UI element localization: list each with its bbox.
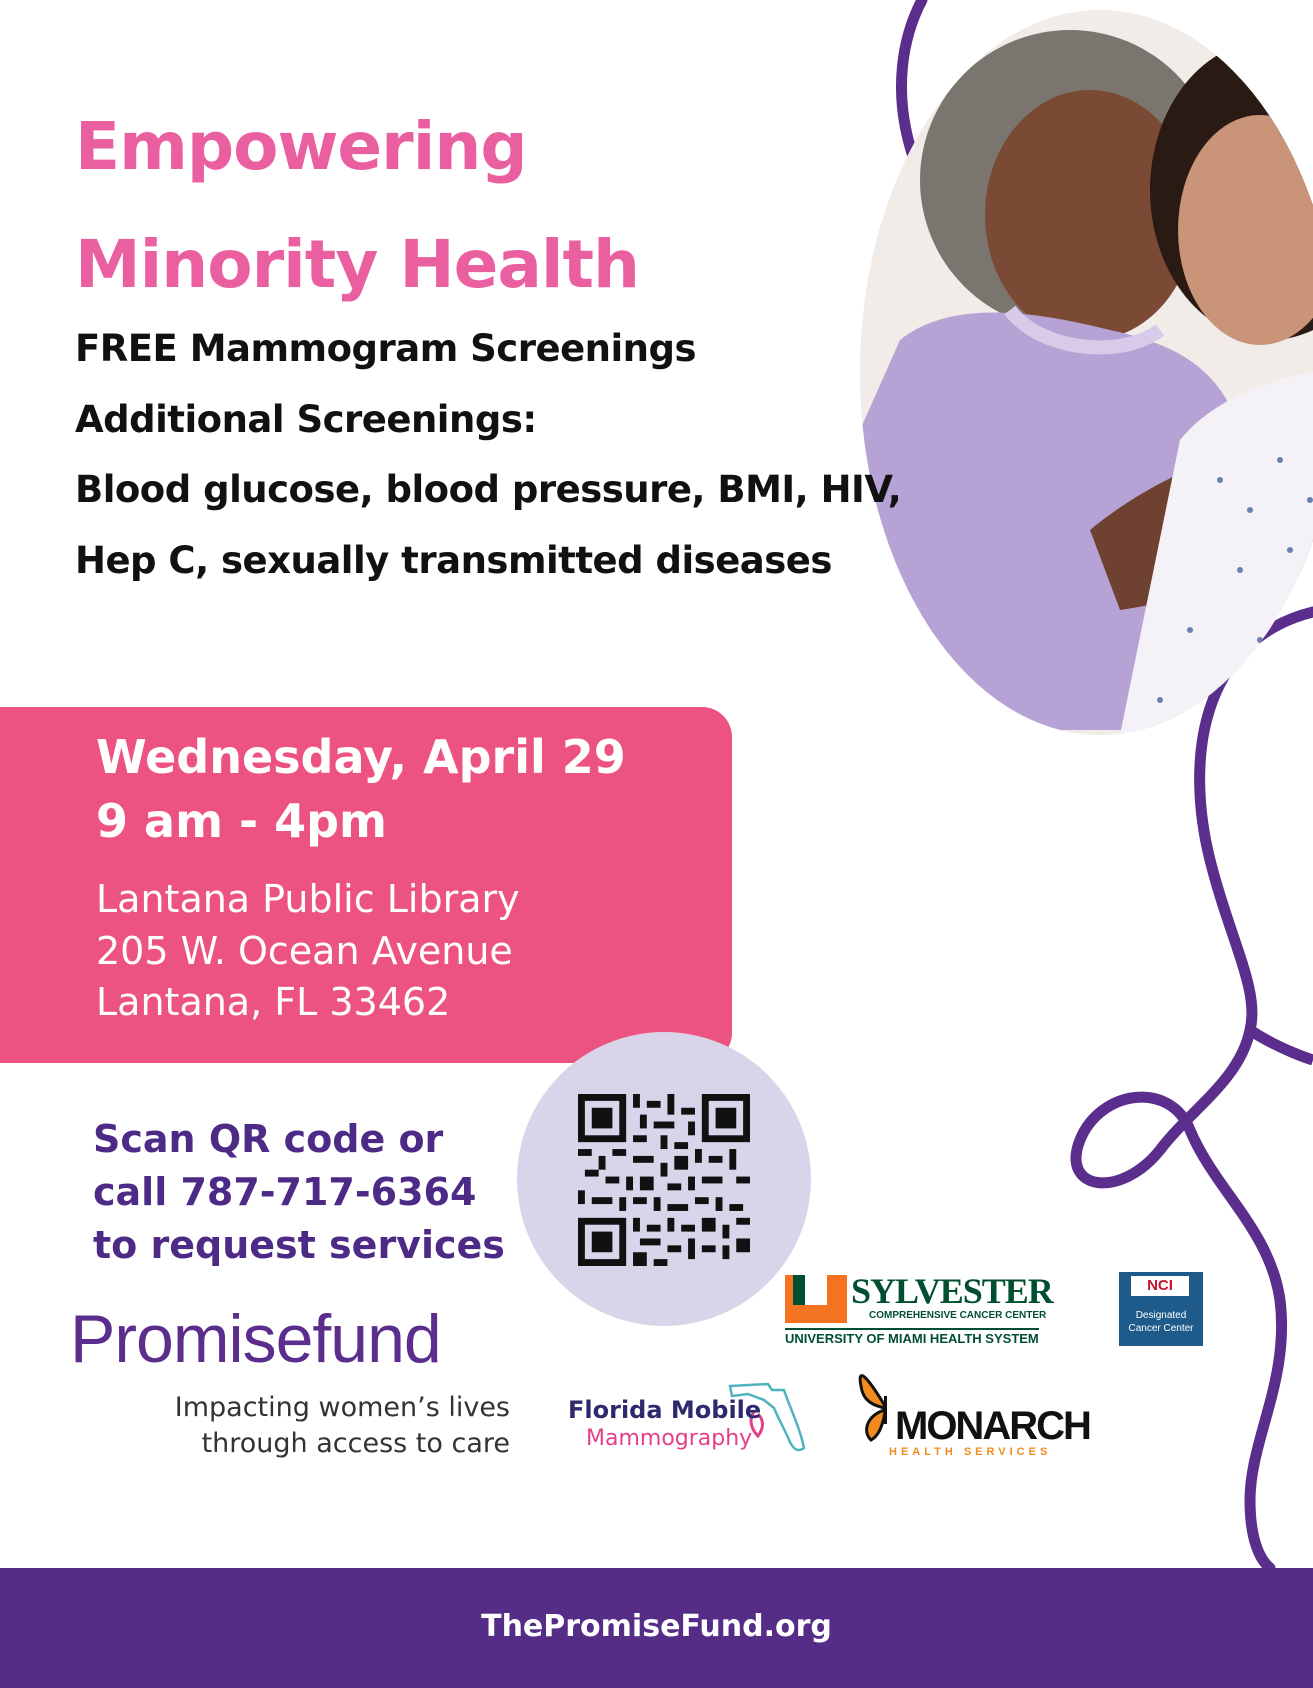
promisefund-logo: Promisefund	[70, 1301, 441, 1377]
sylvester-subtitle: COMPREHENSIVE CANCER CENTER	[869, 1310, 1047, 1321]
headline-line-2: Minority Health	[75, 226, 640, 303]
hero-photo-illustration	[860, 10, 1313, 735]
monarch-name: MONARCH	[895, 1404, 1090, 1448]
qr-code[interactable]	[578, 1094, 750, 1266]
details-line-3: Blood glucose, blood pressure, BMI, HIV,	[75, 468, 902, 511]
nci-sub-2: Cancer Center	[1128, 1323, 1194, 1334]
monarch-logo	[857, 1366, 1097, 1462]
event-venue: Lantana Public Library	[96, 877, 520, 921]
details-line-2: Additional Screenings:	[75, 398, 537, 441]
details-line-4: Hep C, sexually transmitted diseases	[75, 539, 832, 582]
nci-title: NCI	[1131, 1276, 1189, 1296]
nci-badge	[1119, 1272, 1203, 1346]
footer-website-link[interactable]: ThePromiseFund.org	[481, 1609, 832, 1644]
florida-mobile-mammography-logo	[568, 1378, 808, 1458]
event-date: Wednesday, April 29	[96, 730, 626, 784]
fmm-line-1: Florida Mobile	[568, 1396, 762, 1424]
fmm-line-2: Mammography	[586, 1426, 753, 1451]
brand-tagline-line-2: through access to care	[201, 1428, 510, 1459]
cta-line-2: call 787-717-6364	[93, 1170, 477, 1214]
event-info-box	[0, 707, 732, 1063]
sylvester-university: UNIVERSITY OF MIAMI HEALTH SYSTEM	[785, 1328, 1039, 1346]
sylvester-logo	[785, 1270, 1053, 1346]
event-city: Lantana, FL 33462	[96, 980, 451, 1024]
event-street: 205 W. Ocean Avenue	[96, 929, 513, 973]
cta-line-1: Scan QR code or	[93, 1117, 444, 1161]
hero-photo	[860, 10, 1313, 735]
event-time: 9 am - 4pm	[96, 794, 387, 848]
u-logo-icon	[785, 1275, 847, 1323]
cta-line-3: to request services	[93, 1223, 505, 1267]
brand-tagline-line-1: Impacting women’s lives	[174, 1392, 510, 1423]
sylvester-name: SYLVESTER	[851, 1271, 1053, 1311]
details-line-1: FREE Mammogram Screenings	[75, 327, 697, 370]
nci-sub-1: Designated	[1135, 1310, 1187, 1321]
monarch-subtitle: HEALTH SERVICES	[889, 1446, 1052, 1458]
headline-line-1: Empowering	[75, 108, 527, 185]
